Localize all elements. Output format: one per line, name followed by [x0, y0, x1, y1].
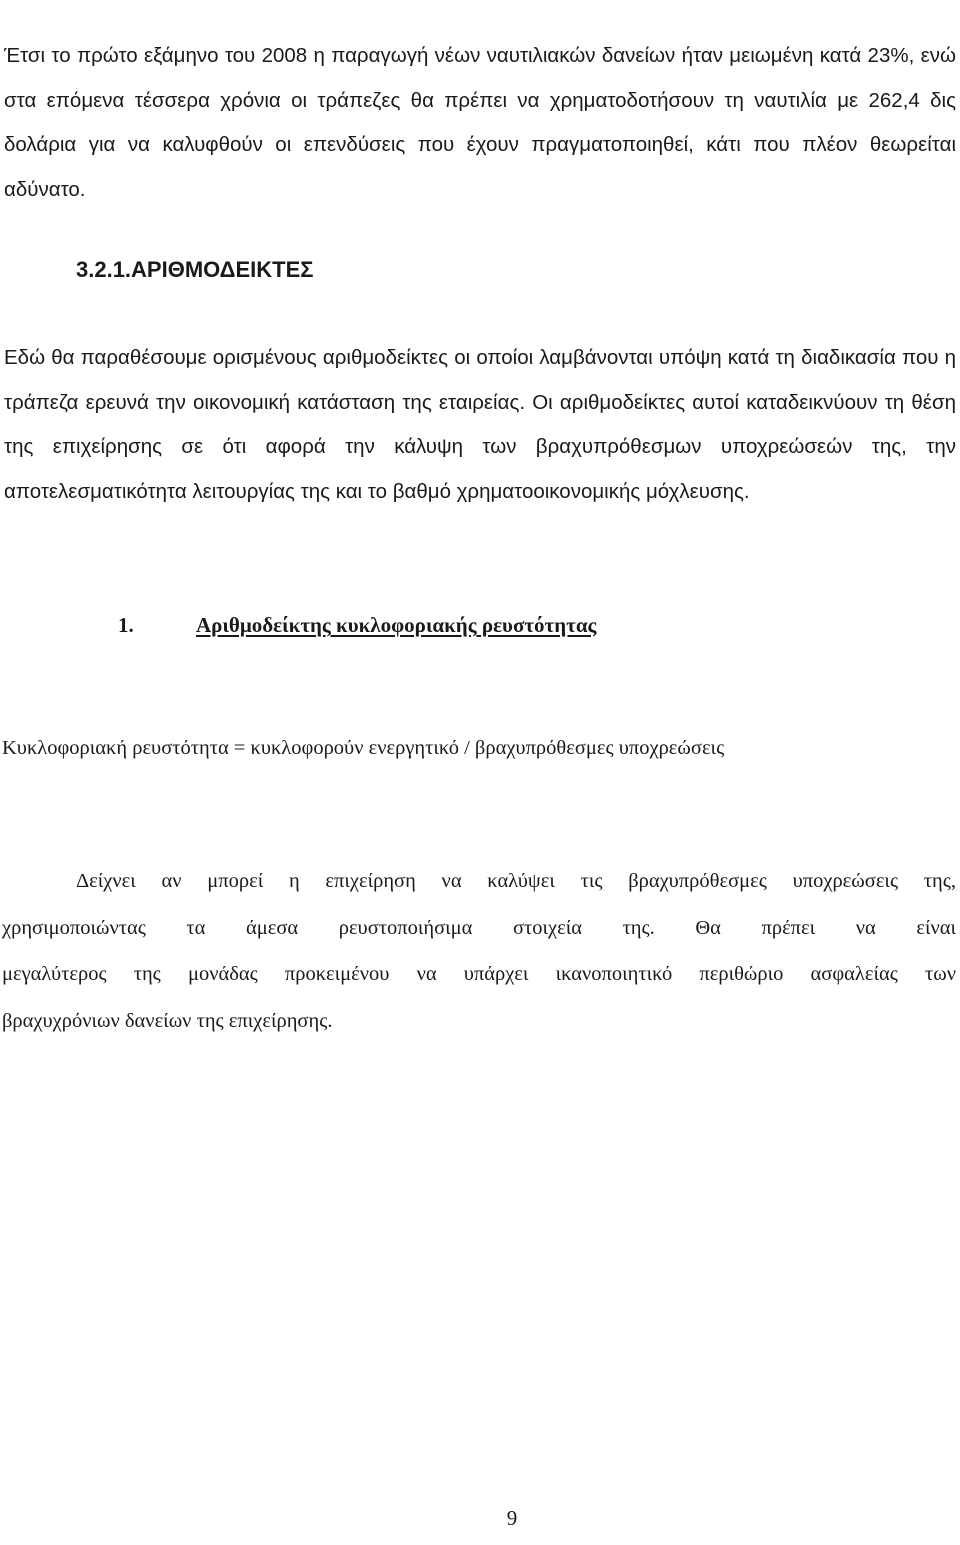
- explanation-line: χρησιμοποιώντας τα άμεσα ρευστοποιήσιμα στοιχεία της. Θα πρέπει να είναι: [2, 916, 956, 939]
- explanation-line: Δείχνει αν μπορεί η επιχείρηση να καλύψει τις βραχυπρόθεσμες υποχρεώσεις της,: [76, 870, 956, 892]
- intro-paragraph: Έτσι το πρώτο εξάμηνο του 2008 η παραγωγή νέων ναυτιλιακών δανείων ήταν μειωμένη κατά 23%, ενώ στα επόμενα τέσσερα χρόνια οι τράπεζες θα πρέπει να χρηματοδοτήσουν τη ναυτιλία με 262,4 δις δολάρια για να καλυφθούν οι επενδύσεις που έχουν πραγματοποιηθεί, κάτι που πλέον θεωρείται αδύνατο.: [4, 44, 956, 201]
- explanation-paragraph: [2, 858, 956, 1044]
- explanation-line: βραχυχρόνιων δανείων της επιχείρησης.: [2, 1009, 333, 1032]
- ratio-subheading: [118, 603, 596, 647]
- page-number: 9: [506, 1506, 518, 1530]
- ratios-paragraph: Εδώ θα παραθέσουμε ορισμένους αριθμοδείκτες οι οποίοι λαμβάνονται υπόψη κατά τη διαδικασία που η τράπεζα ερευνά την οικονομική κατάσταση της εταιρείας. Οι αριθμοδείκτες αυτοί καταδεικνύουν τη θέση της επιχείρησης σε ότι αφορά την κάλυψη των βραχυπρόθεσμων υποχρεώσεών της, την αποτελεσματικότητα λειτουργίας της και το βαθμό χρηματοοικονομικής μόχλευσης.: [4, 346, 956, 503]
- section-heading: 3.2.1.ΑΡΙΘΜΟΔΕΙΚΤΕΣ: [76, 257, 314, 282]
- subheading-number: 1.: [118, 613, 134, 637]
- explanation-line: μεγαλύτερος της μονάδας προκειμένου να υπάρχει ικανοποιητικό περιθώριο ασφαλείας των: [2, 963, 956, 985]
- subheading-title: Αριθμοδείκτης κυκλοφοριακής ρευστότητας: [196, 613, 597, 637]
- liquidity-formula: Κυκλοφοριακή ρευστότητα = κυκλοφορούν ενεργητικό / βραχυπρόθεσμες υποχρεώσεις: [2, 737, 725, 759]
